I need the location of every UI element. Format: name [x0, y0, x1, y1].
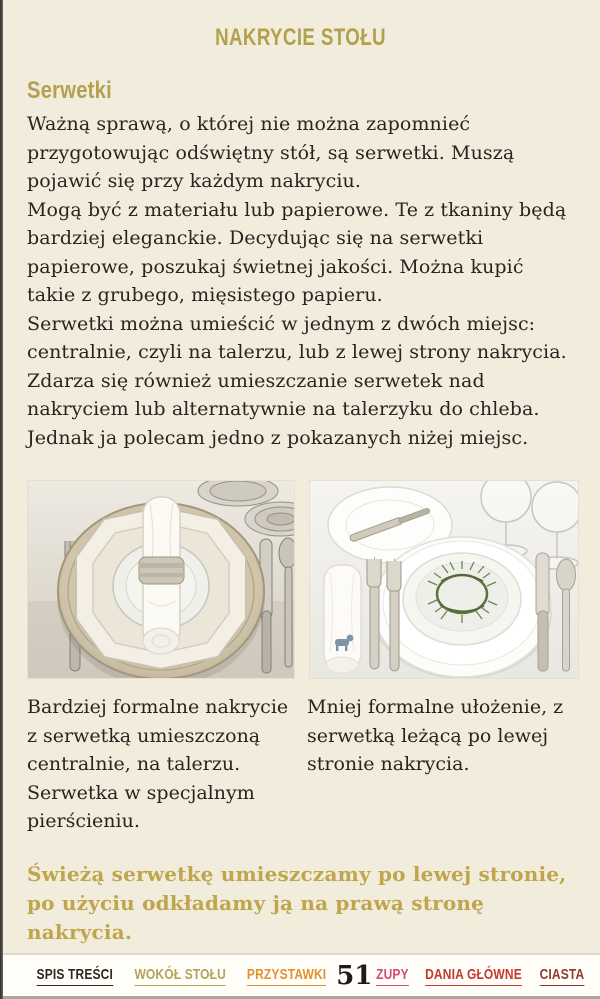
figure-caption: Bardziej formalne nakrycie z serwetką umieszczoną centralnie, na talerzu. Serwetka w specjalnym pierścieniu. — [27, 696, 289, 832]
footer-nav-link[interactable]: PRZYSTAWKI — [247, 966, 326, 986]
footer-nav — [0, 953, 600, 999]
highlight-note: Świeżą serwetkę umieszczamy po lewej stronie, po użyciu odkładamy ją na prawą stronę nakrycia. — [27, 861, 567, 944]
footer-nav-link[interactable]: WOKÓŁ STOŁU — [134, 966, 226, 986]
paragraph: Mogą być z materiału lub papierowe. Te z tkaniny będą bardziej eleganckie. Decydując się na serwetki papierowe, poszukaj świetnej jakości. Można kupić takie z grubego, mięsistego papieru. — [27, 198, 567, 306]
figure-caption: Mniej formalne ułożenie, z serwetką leżącą po lewej stronie nakrycia. — [307, 696, 564, 775]
page-number: 51 — [336, 960, 373, 991]
formal-setting-illustration — [28, 481, 294, 678]
photo-informal-setting — [309, 480, 579, 679]
section-heading-text: Serwetki — [27, 77, 112, 104]
section-heading — [27, 77, 575, 105]
napkin-in-ring — [139, 497, 184, 654]
photo-formal-setting — [27, 480, 295, 679]
caption-row — [27, 693, 575, 836]
page-title-text: NAKRYCIE STOŁU — [215, 24, 387, 51]
paragraph: Serwetki można umieścić w jednym z dwóch miejsc: centralnie, czyli na talerzu, lub z lewej strony nakrycia. Zdarza się również umieszczanie serwetek nad nakryciem lub alternatywnie na talerzyku do chleba. Jednak ja polecam jedno z pokazanych niżej miejsc. — [27, 312, 567, 449]
informal-setting-illustration — [310, 481, 578, 678]
footer-nav-link[interactable]: CIASTA — [540, 966, 585, 986]
knife-icon-right — [536, 553, 549, 671]
page-left-edge — [0, 0, 3, 999]
footer-nav-link[interactable]: ZUPY — [376, 966, 409, 986]
footer-nav-link[interactable]: DANIA GŁÓWNE — [425, 966, 522, 986]
body-text — [27, 110, 575, 452]
page-title — [27, 24, 575, 52]
figure-row — [27, 480, 575, 679]
napkin-with-dog — [324, 565, 361, 673]
paragraph: Ważną sprawą, o której nie można zapomnieć przygotowując odświętny stół, są serwetki. Muszą pojawić się przy każdym nakryciu. — [27, 113, 515, 192]
footer-nav-link[interactable]: SPIS TREŚCI — [37, 966, 113, 986]
